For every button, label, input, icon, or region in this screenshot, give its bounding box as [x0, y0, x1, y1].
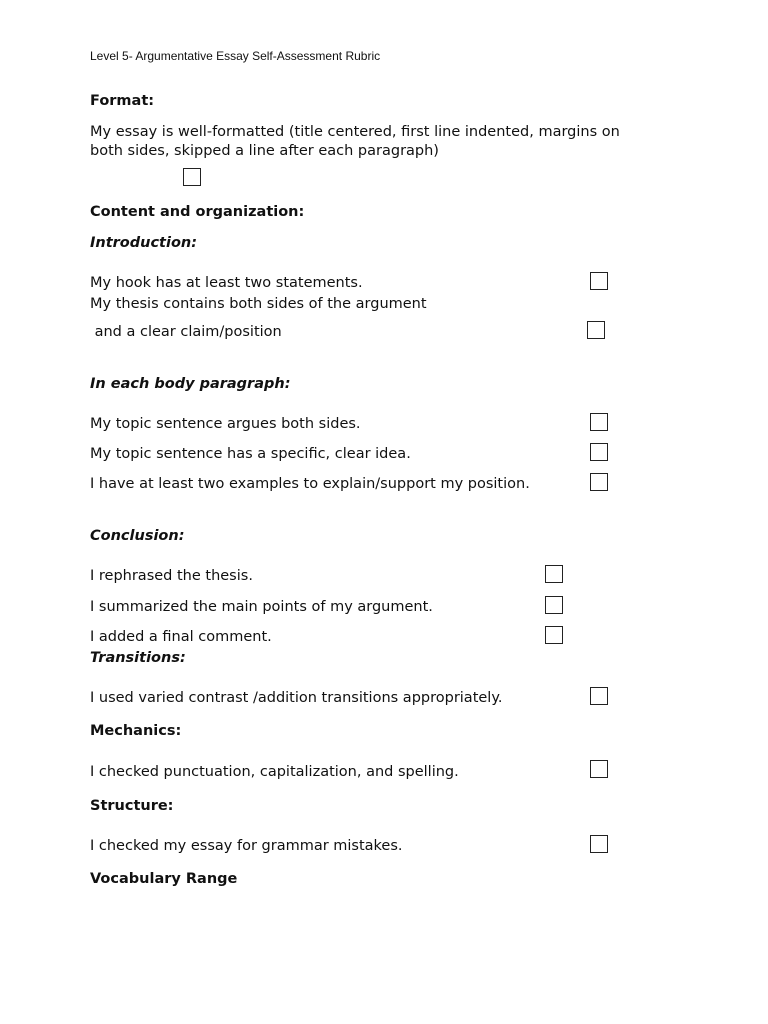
body-examples-checkbox[interactable] — [590, 473, 608, 491]
document-header: Level 5- Argumentative Essay Self-Assessment Rubric — [90, 49, 381, 63]
conclusion-criterion-final-comment: I added a final comment. — [90, 629, 272, 645]
conclusion-rephrased-checkbox[interactable] — [545, 565, 563, 583]
thesis-criterion-line-1: My thesis contains both sides of the argument — [90, 296, 427, 312]
thesis-checkbox[interactable] — [587, 321, 605, 339]
conclusion-final-comment-checkbox[interactable] — [545, 626, 563, 644]
body-criterion-both-sides: My topic sentence argues both sides. — [90, 416, 361, 432]
content-organization-heading: Content and organization: — [90, 204, 305, 220]
mechanics-checkbox[interactable] — [590, 760, 608, 778]
introduction-heading: Introduction: — [90, 235, 198, 251]
vocabulary-range-heading: Vocabulary Range — [90, 871, 238, 887]
format-criterion-line-1: My essay is well-formatted (title centered, first line indented, margins on — [90, 124, 620, 140]
mechanics-heading: Mechanics: — [90, 723, 182, 739]
format-heading: Format: — [90, 93, 155, 109]
conclusion-criterion-rephrased: I rephrased the thesis. — [90, 568, 253, 584]
body-paragraph-heading: In each body paragraph: — [90, 376, 291, 392]
hook-criterion: My hook has at least two statements. — [90, 275, 363, 291]
transitions-criterion: I used varied contrast /addition transitions appropriately. — [90, 690, 503, 706]
thesis-criterion-line-2: and a clear claim/position — [90, 324, 282, 340]
transitions-heading: Transitions: — [90, 650, 186, 666]
conclusion-summarized-checkbox[interactable] — [545, 596, 563, 614]
body-both-sides-checkbox[interactable] — [590, 413, 608, 431]
conclusion-heading: Conclusion: — [90, 528, 185, 544]
transitions-checkbox[interactable] — [590, 687, 608, 705]
body-criterion-examples: I have at least two examples to explain/support my position. — [90, 476, 530, 492]
structure-checkbox[interactable] — [590, 835, 608, 853]
structure-criterion: I checked my essay for grammar mistakes. — [90, 838, 403, 854]
format-checkbox[interactable] — [183, 168, 201, 186]
hook-checkbox[interactable] — [590, 272, 608, 290]
body-criterion-clear-idea: My topic sentence has a specific, clear idea. — [90, 446, 411, 462]
format-criterion-line-2: both sides, skipped a line after each paragraph) — [90, 143, 439, 159]
mechanics-criterion: I checked punctuation, capitalization, and spelling. — [90, 764, 459, 780]
conclusion-criterion-summarized: I summarized the main points of my argument. — [90, 599, 433, 615]
structure-heading: Structure: — [90, 798, 174, 814]
body-clear-idea-checkbox[interactable] — [590, 443, 608, 461]
